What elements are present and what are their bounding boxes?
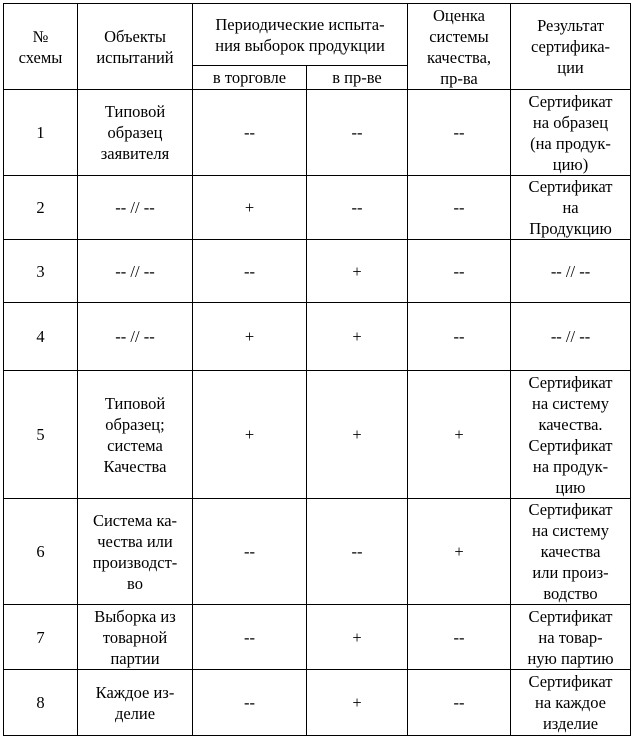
header-periodic-tests: Периодические испыта- ния выборок продукции — [193, 4, 408, 66]
production-test-cell: -- — [307, 176, 408, 240]
quality-assessment-cell: -- — [408, 90, 511, 176]
quality-assessment-cell: -- — [408, 670, 511, 736]
header-quality-assessment: Оценка системы качества, пр-ва — [408, 4, 511, 90]
scheme-number-cell: 7 — [4, 605, 78, 670]
table-row — [4, 240, 631, 303]
test-object-cell: -- // -- — [78, 303, 193, 371]
production-test-cell: + — [307, 605, 408, 670]
scheme-number-cell: 2 — [4, 176, 78, 240]
scheme-number-cell: 6 — [4, 499, 78, 605]
quality-assessment-cell: + — [408, 371, 511, 499]
certification-result-cell: Сертификат на образец (на продук- цию) — [511, 90, 631, 176]
scheme-number-cell: 3 — [4, 240, 78, 303]
quality-assessment-cell: -- — [408, 303, 511, 371]
trade-test-cell: + — [193, 371, 307, 499]
trade-test-cell: + — [193, 176, 307, 240]
table-row — [4, 670, 631, 736]
trade-test-cell: -- — [193, 240, 307, 303]
certification-result-cell: Сертификат на систему качества. Сертификат на продук- цию — [511, 371, 631, 499]
test-object-cell: Выборка из товарной партии — [78, 605, 193, 670]
scheme-number-cell: 1 — [4, 90, 78, 176]
trade-test-cell: -- — [193, 605, 307, 670]
table-row — [4, 499, 631, 605]
test-object-cell: Система ка- чества или производст- во — [78, 499, 193, 605]
test-object-cell: Каждое из- делие — [78, 670, 193, 736]
test-object-cell: Типовой образец заявителя — [78, 90, 193, 176]
trade-test-cell: -- — [193, 670, 307, 736]
table-row — [4, 605, 631, 670]
header-in-production: в пр-ве — [307, 66, 408, 90]
header-row-top — [4, 4, 631, 66]
certification-result-cell: Сертификат на товар- ную партию — [511, 605, 631, 670]
trade-test-cell: + — [193, 303, 307, 371]
scheme-number-cell: 8 — [4, 670, 78, 736]
header-in-trade: в торговле — [193, 66, 307, 90]
table-row — [4, 90, 631, 176]
certification-schemes-table — [3, 3, 631, 736]
scheme-number-cell: 4 — [4, 303, 78, 371]
test-object-cell: Типовой образец; система Качества — [78, 371, 193, 499]
trade-test-cell: -- — [193, 90, 307, 176]
production-test-cell: + — [307, 371, 408, 499]
quality-assessment-cell: -- — [408, 605, 511, 670]
certification-result-cell: -- // -- — [511, 303, 631, 371]
header-test-objects: Объекты испытаний — [78, 4, 193, 90]
table-row — [4, 371, 631, 499]
quality-assessment-cell: -- — [408, 240, 511, 303]
header-scheme-number: № схемы — [4, 4, 78, 90]
table-row — [4, 176, 631, 240]
scheme-number-cell: 5 — [4, 371, 78, 499]
trade-test-cell: -- — [193, 499, 307, 605]
quality-assessment-cell: -- — [408, 176, 511, 240]
test-object-cell: -- // -- — [78, 176, 193, 240]
test-object-cell: -- // -- — [78, 240, 193, 303]
certification-result-cell: Сертификат на Продукцию — [511, 176, 631, 240]
table-row — [4, 303, 631, 371]
certification-result-cell: -- // -- — [511, 240, 631, 303]
production-test-cell: + — [307, 240, 408, 303]
certification-result-cell: Сертификат на каждое изделие — [511, 670, 631, 736]
certification-result-cell: Сертификат на систему качества или произ- водство — [511, 499, 631, 605]
production-test-cell: + — [307, 670, 408, 736]
production-test-cell: -- — [307, 90, 408, 176]
quality-assessment-cell: + — [408, 499, 511, 605]
production-test-cell: + — [307, 303, 408, 371]
header-certification-result: Результат сертифика- ции — [511, 4, 631, 90]
production-test-cell: -- — [307, 499, 408, 605]
